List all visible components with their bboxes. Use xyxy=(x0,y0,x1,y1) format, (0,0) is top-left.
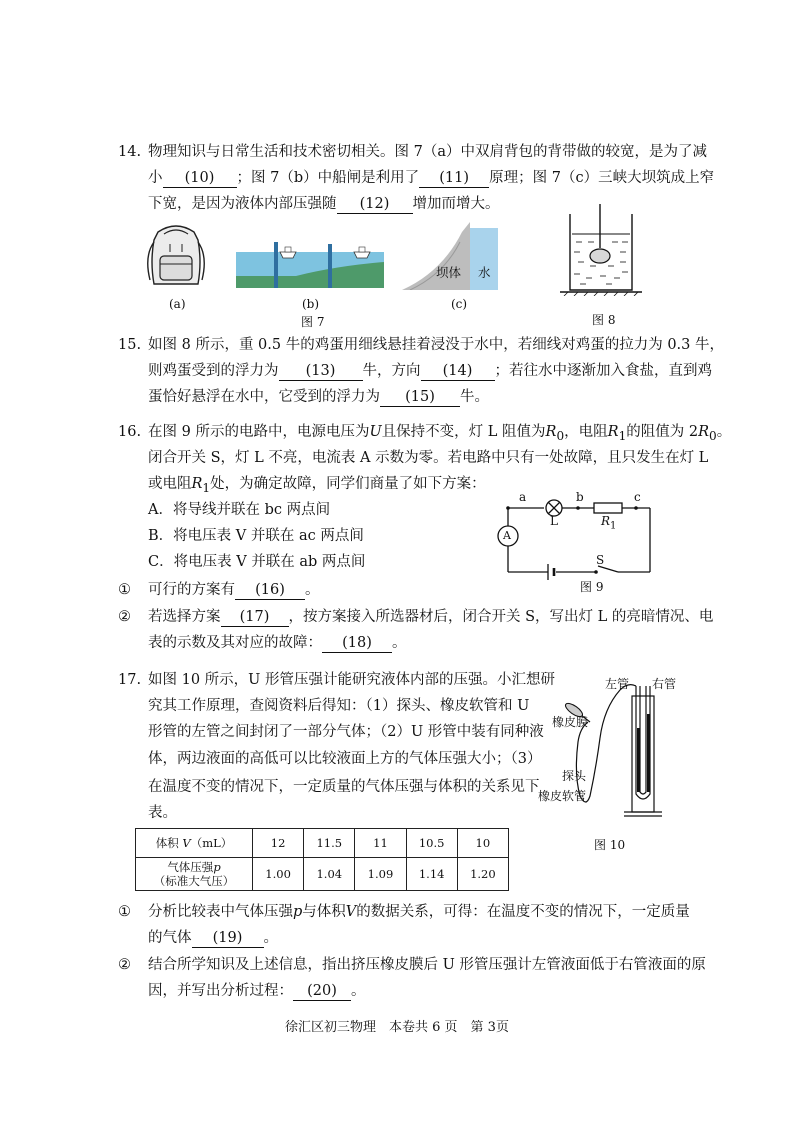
q17-sub1-line2 xyxy=(148,928,278,948)
q17-text: 分析比较表中气体压强 xyxy=(148,904,293,920)
resistance-symbol: R xyxy=(607,424,619,440)
volume-symbol: V xyxy=(345,904,357,920)
table-cell: 10 xyxy=(457,829,508,858)
table-cell: 1.09 xyxy=(355,858,406,891)
q17-line5: 在温度不变的情况下，一定质量的气体压强与体积的关系见下 xyxy=(148,779,540,795)
q16-line2: 闭合开关 S，灯 L 不亮，电流表 A 示数为零。若电路中只有一处故障，且只发生在灯 L xyxy=(148,450,709,466)
header-unit: （标准大气压） xyxy=(153,874,235,888)
q17-line4: 体，两边液面的高低可以比较液面上方的气体压强大小；（3） xyxy=(148,751,542,767)
option-c: C．将电压表 V 并联在 ab 两点间 xyxy=(148,554,366,570)
q16-line3 xyxy=(148,474,486,498)
q16-text: 在图 9 所示的电路中，电源电压为 xyxy=(148,424,370,440)
q16-sub1 xyxy=(148,580,320,600)
resistance-symbol: R xyxy=(545,424,557,440)
q17-line6: 表。 xyxy=(148,805,177,821)
q15-line2 xyxy=(148,361,712,381)
answer-blank-12[interactable]: (12) xyxy=(337,196,413,214)
option-b: B．将电压表 V 并联在 ac 两点间 xyxy=(148,528,364,544)
resistor-label xyxy=(601,514,616,531)
table-cell: 12 xyxy=(253,829,304,858)
answer-blank-13[interactable]: (13) xyxy=(279,363,363,381)
node-c-label: c xyxy=(634,490,641,504)
answer-blank-10[interactable]: (10) xyxy=(163,170,237,188)
table-cell: 1.04 xyxy=(304,858,355,891)
q16-number: 16. xyxy=(118,424,142,440)
answer-blank-18[interactable]: (18) xyxy=(322,635,392,653)
q14-text: 下宽，是因为液体内部压强随 xyxy=(148,196,337,212)
q17-text: 的数据关系，可得：在温度不变的情况下，一定质量 xyxy=(356,904,690,920)
table-cell: 11 xyxy=(355,829,406,858)
q15-number: 15. xyxy=(118,337,142,353)
q17-number: 17. xyxy=(118,672,142,688)
left-tube-label: 左管 xyxy=(605,677,630,691)
fig7-caption: 图 7 xyxy=(301,315,325,329)
subscript: 1 xyxy=(610,520,617,532)
answer-blank-14[interactable]: (14) xyxy=(421,363,495,381)
fig10-caption: 图 10 xyxy=(594,838,626,852)
q17-line1: 如图 10 所示，U 形管压强计能研究液体内部的压强。小汇想研 xyxy=(148,672,555,688)
table-cell: 1.00 xyxy=(253,858,304,891)
voltage-symbol: U xyxy=(369,424,382,440)
water-label: 水 xyxy=(478,265,491,280)
q16-sub2-line2 xyxy=(148,633,407,653)
q17-sub2-line2 xyxy=(148,981,366,1001)
q16-sub2-mark: ② xyxy=(118,609,131,625)
q16-text: ，按方案接入所选器材后，闭合开关 S，写出灯 L 的亮暗情况、电 xyxy=(288,609,714,625)
resistor-symbol: R xyxy=(601,514,611,528)
ammeter-label: A xyxy=(503,529,511,542)
q17-line3: 形管的左管之间封闭了一部分气体；（2）U 形管中装有同种液 xyxy=(148,724,544,740)
q14-text: 增加而增大。 xyxy=(412,196,500,212)
subscript: 1 xyxy=(202,480,211,495)
fig7a-label: (a) xyxy=(169,297,186,311)
q17-sub1-mark: ① xyxy=(118,904,131,920)
right-tube-label: 右管 xyxy=(652,677,677,691)
answer-blank-17[interactable]: (17) xyxy=(221,609,289,627)
q15-line1: 如图 8 所示，重 0.5 牛的鸡蛋用细线悬挂着浸没于水中，若细线对鸡蛋的拉力为 0.3 牛， xyxy=(148,337,724,353)
node-a-label: a xyxy=(519,490,527,504)
q16-sub1-mark: ① xyxy=(118,582,131,598)
q16-line1 xyxy=(148,422,731,446)
q17-text: 的气体 xyxy=(148,930,192,946)
q16-text: 。 xyxy=(305,582,320,598)
node-b-label: b xyxy=(576,490,584,504)
fig9-caption: 图 9 xyxy=(580,580,604,594)
q15-text: 蛋恰好悬浮在水中，它受到的浮力为 xyxy=(148,389,380,405)
table-cell: 10.5 xyxy=(406,829,457,858)
page-footer: 徐汇区初三物理 本卷共 6 页 第 3页 xyxy=(285,1020,509,1035)
q14-line3 xyxy=(148,194,500,214)
table-cell: 11.5 xyxy=(304,829,355,858)
q14-text: 小 xyxy=(148,170,163,186)
q17-sub2-line1: 结合所学知识及上述信息，指出挤压橡皮膜后 U 形管压强计左管液面低于右管液面的原 xyxy=(148,957,706,973)
pressure-volume-table xyxy=(135,828,509,891)
probe-label: 探头 xyxy=(562,769,587,783)
answer-blank-11[interactable]: (11) xyxy=(419,170,489,188)
membrane-label: 橡皮膜 xyxy=(552,715,589,729)
q17-text: 。 xyxy=(351,983,366,999)
q15-text: 则鸡蛋受到的浮力为 xyxy=(148,363,279,379)
q16-text: 的阻值为 2 xyxy=(626,424,699,440)
q16-text: ，电阻 xyxy=(564,424,608,440)
subscript: 0 xyxy=(709,428,717,443)
q14-line1: 物理知识与日常生活和技术密切相关。图 7（a）中双肩背包的背带做的较宽，是为了减 xyxy=(148,144,707,160)
q17-sub2-mark: ② xyxy=(118,957,131,973)
q14-line2 xyxy=(148,168,714,188)
q16-text: 。 xyxy=(392,635,407,651)
dam-label: 坝体 xyxy=(436,265,462,280)
q16-text: 或电阻 xyxy=(148,476,192,492)
resistance-symbol: R xyxy=(191,476,203,492)
fig7b-label: (b) xyxy=(302,297,320,311)
table-header-volume xyxy=(136,829,253,858)
q15-line3 xyxy=(148,387,489,407)
q14-text: 原理；图 7（c）三峡大坝筑成上窄 xyxy=(489,170,715,186)
subscript: 0 xyxy=(556,428,565,443)
q17-line2: 究其工作原理，查阅资料后得知：（1）探头、橡皮软管和 U xyxy=(148,698,530,714)
table-row xyxy=(136,858,509,891)
q17-text: 因，并写出分析过程： xyxy=(148,983,293,999)
answer-blank-19[interactable]: (19) xyxy=(192,930,264,948)
q16-text: 可行的方案有 xyxy=(148,582,235,598)
q16-text: 若选择方案 xyxy=(148,609,221,625)
pressure-symbol: p xyxy=(293,904,303,920)
resistance-symbol: R xyxy=(698,424,710,440)
q16-text: 。 xyxy=(716,424,732,440)
pressure-symbol: p xyxy=(213,860,221,874)
fig8-caption: 图 8 xyxy=(592,313,616,327)
header-text: 体积 xyxy=(155,836,179,850)
egg-beaker-figure xyxy=(560,204,642,296)
q15-text: ；若往水中逐渐加入食盐，直到鸡 xyxy=(494,363,712,379)
q16-text: 处，为确定故障，同学们商量了如下方案： xyxy=(210,476,486,492)
q14-text: ；图 7（b）中船闸是利用了 xyxy=(236,170,420,186)
q15-text: 牛，方向 xyxy=(362,363,421,379)
q16-text: 表的示数及其对应的故障： xyxy=(148,635,322,651)
header-text: 气体压强 xyxy=(167,860,214,874)
answer-blank-15[interactable]: (15) xyxy=(380,389,460,407)
hose-label: 橡皮软管 xyxy=(538,789,587,803)
table-row xyxy=(136,829,509,858)
volume-symbol: V xyxy=(182,836,191,850)
ship-lock-figure xyxy=(236,236,384,288)
q14-number: 14. xyxy=(118,144,142,160)
table-header-pressure xyxy=(136,858,253,891)
q16-text: 且保持不变，灯 L 阻值为 xyxy=(381,424,546,440)
circuit-figure xyxy=(496,494,656,580)
header-unit: （mL） xyxy=(190,836,233,850)
answer-blank-16[interactable]: (16) xyxy=(235,582,305,600)
answer-blank-20[interactable]: (20) xyxy=(293,983,351,1001)
q17-sub1-line1 xyxy=(148,902,690,922)
option-a: A．将导线并联在 bc 两点间 xyxy=(148,502,331,518)
table-cell: 1.20 xyxy=(457,858,508,891)
backpack-figure xyxy=(136,222,216,290)
table-cell: 1.14 xyxy=(406,858,457,891)
q15-text: 牛。 xyxy=(460,389,489,405)
q16-sub2-line1 xyxy=(148,607,713,627)
subscript: 1 xyxy=(618,428,627,443)
switch-label: S xyxy=(596,553,605,567)
fig7c-label: (c) xyxy=(451,297,468,311)
q17-text: 。 xyxy=(263,930,278,946)
q17-text: 与体积 xyxy=(302,904,346,920)
lamp-label: L xyxy=(550,514,558,528)
